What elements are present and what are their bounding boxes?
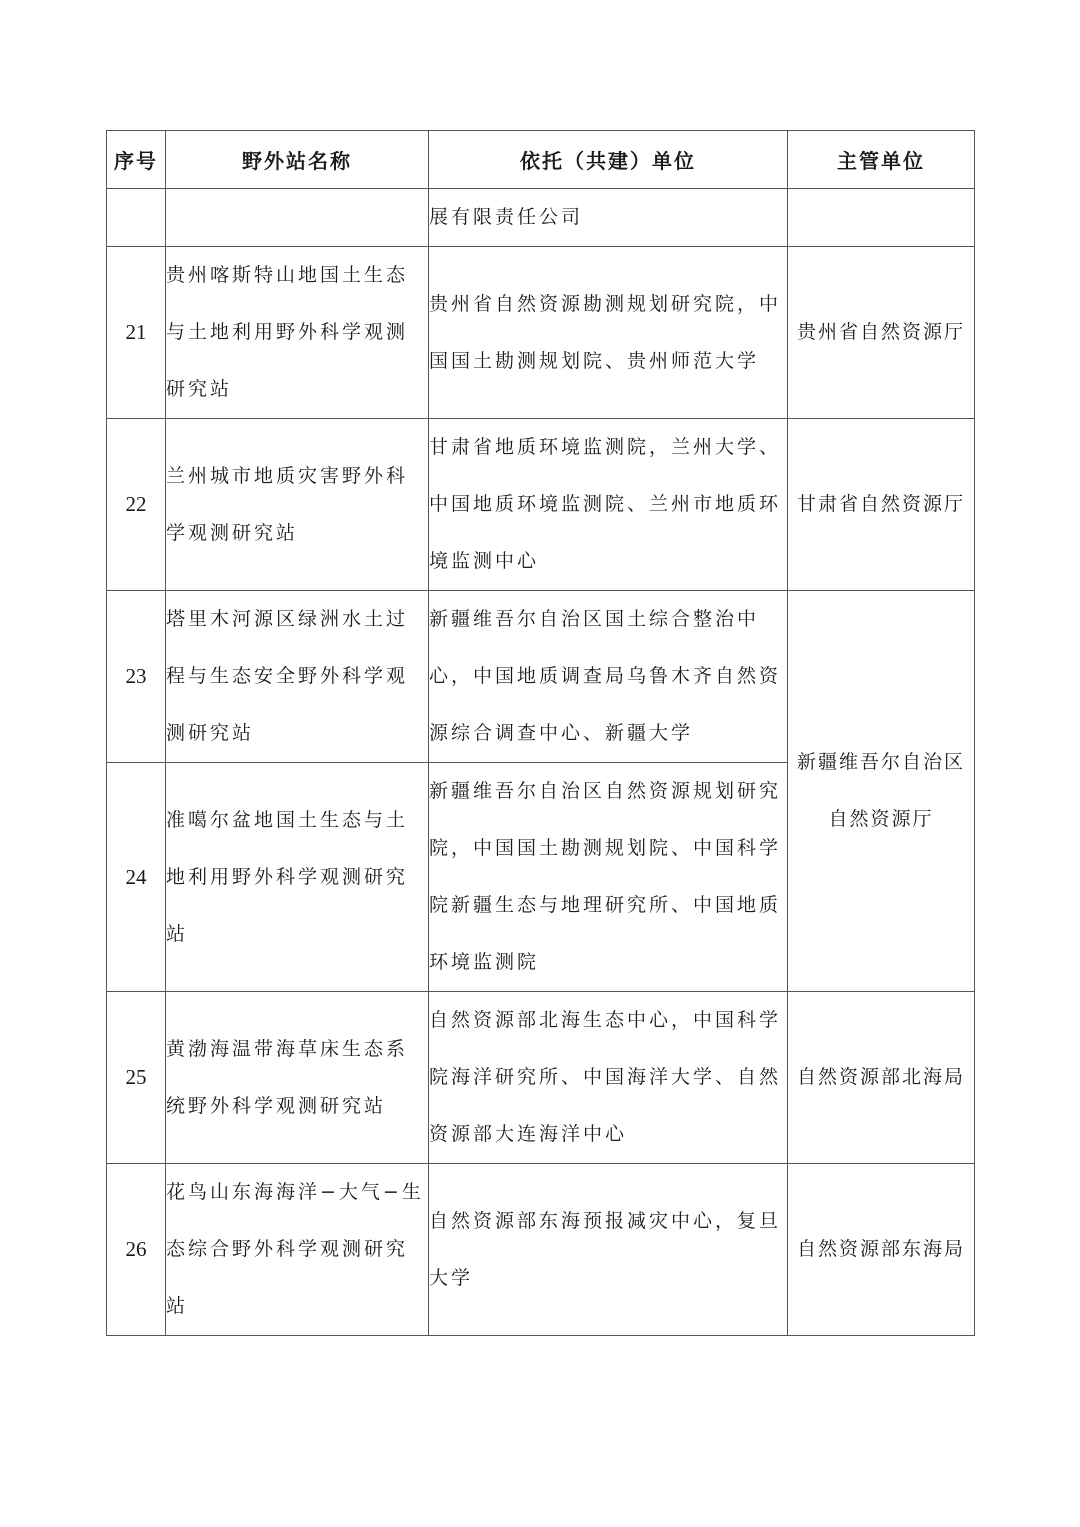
text-line: 研究站 — [166, 378, 233, 400]
cell-host-unit — [429, 247, 788, 419]
text-line: 院新疆生态与地理研究所、中国地质 — [429, 894, 782, 916]
text-line: 塔里木河源区绿洲水土过 — [166, 608, 409, 630]
text-line: 测研究站 — [166, 722, 255, 744]
table-row — [107, 1164, 975, 1336]
text-line: 站 — [166, 922, 189, 945]
text-line: 贵州喀斯特山地国土生态 — [166, 264, 409, 286]
text-line: 中国地质环境监测院、兰州市地质环 — [429, 493, 782, 515]
header-number: 序号 — [107, 131, 166, 189]
text-line: 花鸟山东海海洋−大气−生 — [166, 1181, 424, 1203]
cell-number: 26 — [107, 1164, 166, 1336]
cell-station-name — [166, 591, 429, 763]
text-line: 境监测中心 — [429, 550, 540, 572]
text-line: 兰州城市地质灾害野外科 — [166, 464, 409, 487]
text-line: 环境监测院 — [429, 951, 540, 973]
text-line: 自然资源部北海生态中心，中国科学 — [429, 1009, 782, 1031]
table-row — [107, 992, 975, 1164]
text-line: 准噶尔盆地国土生态与土 — [166, 808, 409, 831]
cell-host-unit — [429, 1164, 788, 1336]
header-row — [107, 131, 975, 189]
cell-managing-unit — [788, 419, 975, 591]
text-line: 自然资源部北海局 — [796, 1066, 965, 1088]
text-line: 统野外科学观测研究站 — [166, 1094, 387, 1117]
cell-number: 21 — [107, 247, 166, 419]
cell-managing-unit — [788, 247, 975, 419]
text-line: 大学 — [429, 1266, 474, 1289]
cell-station-name — [166, 763, 429, 992]
text-line: 自然资源厅 — [828, 808, 934, 830]
cell-station-name — [166, 992, 429, 1164]
cell-station-name — [166, 189, 429, 247]
text-line: 贵州省自然资源勘测规划研究院，中 — [429, 292, 782, 315]
cell-number: 25 — [107, 992, 166, 1164]
cell-number — [107, 189, 166, 247]
cell-managing-unit — [788, 1164, 975, 1336]
cell-station-name — [166, 1164, 429, 1336]
text-line: 甘肃省地质环境监测院，兰州大学、 — [429, 436, 782, 458]
text-line: 黄渤海温带海草床生态系 — [166, 1037, 409, 1060]
cell-host-unit — [429, 189, 788, 247]
text-line: 贵州省自然资源厅 — [796, 321, 965, 343]
header-host-unit: 依托（共建）单位 — [429, 131, 788, 189]
text-line: 甘肃省自然资源厅 — [796, 493, 965, 515]
text-line: 新疆维吾尔自治区自然资源规划研究 — [429, 780, 782, 802]
text-line: 国国土勘测规划院、贵州师范大学 — [429, 349, 760, 372]
text-line: 新疆维吾尔自治区 — [796, 751, 965, 773]
text-line: 与土地利用野外科学观测 — [166, 321, 409, 343]
cell-station-name — [166, 419, 429, 591]
text-line: 地利用野外科学观测研究 — [166, 865, 409, 888]
table-row — [107, 591, 975, 763]
text-line: 资源部大连海洋中心 — [429, 1123, 628, 1145]
header-station-name: 野外站名称 — [166, 131, 429, 189]
cell-host-unit — [429, 419, 788, 591]
cell-managing-unit-merged — [788, 591, 975, 992]
cell-host-unit — [429, 992, 788, 1164]
continuation-row — [107, 189, 975, 247]
text-line: 新疆维吾尔自治区国土综合整治中 — [429, 608, 760, 630]
cell-managing-unit — [788, 189, 975, 247]
field-station-table — [106, 130, 975, 1336]
cell-number: 22 — [107, 419, 166, 591]
cell-number: 23 — [107, 591, 166, 763]
text-line: 态综合野外科学观测研究 — [166, 1238, 409, 1260]
text-line: 展有限责任公司 — [429, 206, 584, 228]
cell-host-unit — [429, 591, 788, 763]
cell-number: 24 — [107, 763, 166, 992]
text-line: 学观测研究站 — [166, 521, 299, 544]
cell-station-name — [166, 247, 429, 419]
text-line: 心，中国地质调查局乌鲁木齐自然资 — [429, 665, 782, 687]
header-managing-unit: 主管单位 — [788, 131, 975, 189]
text-line: 院海洋研究所、中国海洋大学、自然 — [429, 1066, 782, 1088]
text-line: 院，中国国土勘测规划院、中国科学 — [429, 837, 782, 859]
text-line: 自然资源部东海局 — [796, 1238, 965, 1260]
table-row — [107, 419, 975, 591]
cell-managing-unit — [788, 992, 975, 1164]
text-line: 源综合调查中心、新疆大学 — [429, 722, 694, 744]
text-line: 自然资源部东海预报减灾中心，复旦 — [429, 1209, 782, 1232]
text-line: 程与生态安全野外科学观 — [166, 665, 409, 687]
cell-host-unit — [429, 763, 788, 992]
table-row — [107, 247, 975, 419]
text-line: 站 — [166, 1295, 189, 1317]
